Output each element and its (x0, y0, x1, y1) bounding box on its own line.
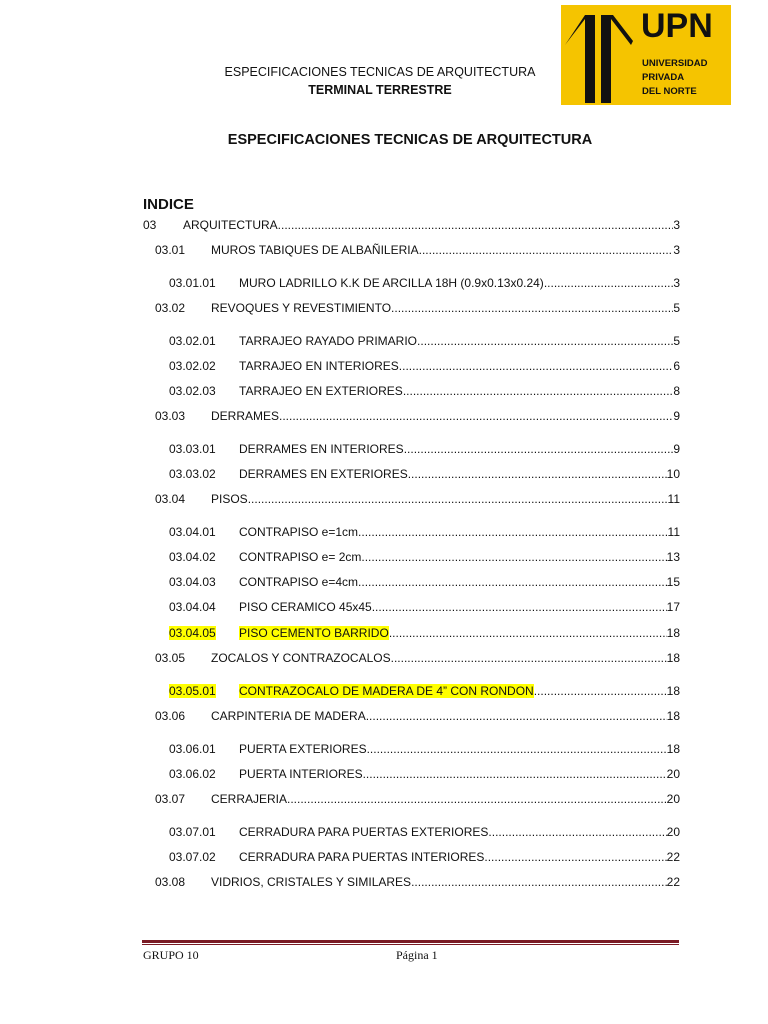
toc-entry-leader (363, 767, 667, 781)
toc-entry-title: PISOS (211, 492, 248, 506)
toc-entry-leader (417, 334, 673, 348)
toc-entry-title: REVOQUES Y REVESTIMIENTO (211, 301, 392, 315)
toc-entry-title: CERRADURA PARA PUERTAS INTERIORES (239, 850, 485, 864)
toc-entry-page: 22 (666, 850, 680, 864)
toc-entry[interactable] (169, 825, 680, 841)
toc-entry-number: 03.02 (155, 301, 186, 315)
toc-entry-title: CERRADURA PARA PUERTAS EXTERIORES (239, 825, 489, 839)
toc-entry-page: 11 (667, 525, 680, 539)
toc-entry-leader (278, 218, 674, 232)
toc-entry[interactable] (155, 409, 680, 425)
toc-entry[interactable] (169, 276, 680, 292)
toc-entry-number-cell (169, 626, 239, 640)
toc-entry[interactable] (169, 600, 680, 616)
toc-entry[interactable] (169, 525, 680, 541)
toc-entry-number: 03.06.02 (169, 767, 216, 781)
toc-entry-number: 03 (143, 218, 157, 232)
toc-entry-page: 18 (666, 709, 680, 723)
footer-rule (142, 940, 679, 943)
document-title: ESPECIFICACIONES TECNICAS DE ARQUITECTURA (227, 132, 593, 148)
toc-entry[interactable] (169, 626, 680, 642)
toc-entry-page: 20 (666, 825, 680, 839)
toc-entry-title: CONTRAZOCALO DE MADERA DE 4” CON RONDON (239, 684, 534, 698)
toc-entry-page: 3 (673, 243, 680, 257)
toc-entry-leader (534, 684, 667, 698)
toc-entry-page: 15 (666, 575, 680, 589)
toc-entry-number: 03.04.01 (169, 525, 216, 539)
logo-line-3: DEL NORTE (642, 86, 697, 97)
toc-entry[interactable] (169, 334, 680, 350)
toc-entry-number: 03.07.01 (169, 825, 216, 839)
toc-entry-leader (391, 651, 667, 665)
toc-entry-title: CERRAJERIA (211, 792, 288, 806)
toc-entry-leader (389, 626, 667, 640)
toc-entry-leader (361, 550, 666, 564)
toc-entry-leader (279, 409, 673, 423)
toc-entry-title: ARQUITECTURA (183, 218, 278, 232)
toc-entry-leader (404, 442, 674, 456)
toc-entry-number: 03.03.01 (169, 442, 216, 456)
toc-entry-number: 03.07.02 (169, 850, 216, 864)
toc-entry-page: 5 (673, 334, 680, 348)
toc-entry-leader (411, 875, 667, 889)
toc-entry-title: MURO LADRILLO K.K DE ARCILLA 18H (0.9x0.13x0.24) (239, 276, 544, 290)
toc-entry[interactable] (169, 467, 680, 483)
toc-entry-title: CONTRAPISO e=1cm (239, 525, 359, 539)
toc-entry-number: 03.05.01 (169, 684, 216, 698)
footer-group: GRUPO 10 (143, 948, 199, 962)
toc-entry[interactable] (143, 218, 680, 234)
toc-entry-title: VIDRIOS, CRISTALES Y SIMILARES (211, 875, 412, 889)
toc-entry-page: 8 (673, 384, 680, 398)
toc-entry-page: 6 (673, 359, 680, 373)
footer-page-number: Página 1 (396, 948, 438, 962)
toc-entry-page: 18 (666, 651, 680, 665)
toc-entry-title: TARRAJEO EN INTERIORES (239, 359, 399, 373)
toc-entry-page: 3 (673, 218, 680, 232)
toc-entry-page: 20 (666, 792, 680, 806)
toc-entry-leader (544, 276, 674, 290)
toc-entry-title: CONTRAPISO e=4cm (239, 575, 359, 589)
toc-entry-number: 03.02.02 (169, 359, 216, 373)
toc-entry-leader (287, 792, 667, 806)
toc-entry-leader (367, 742, 667, 756)
toc-entry-number: 03.02.03 (169, 384, 216, 398)
toc-entry[interactable] (169, 742, 680, 758)
toc-entry-title: DERRAMES EN EXTERIORES (239, 467, 408, 481)
toc-entry-page: 18 (666, 684, 680, 698)
toc-entry-title: CARPINTERIA DE MADERA (211, 709, 366, 723)
toc-entry[interactable] (155, 792, 680, 808)
toc-entry-number: 03.04 (155, 492, 186, 506)
toc-entry-page: 3 (673, 276, 680, 290)
toc-entry-leader (372, 600, 667, 614)
toc-entry-title: TARRAJEO EN EXTERIORES (239, 384, 403, 398)
toc-entry-title: PUERTA INTERIORES (239, 767, 363, 781)
toc-entry[interactable] (169, 767, 680, 783)
toc-entry-number: 03.07 (155, 792, 186, 806)
toc-entry-title: CONTRAPISO e= 2cm (239, 550, 362, 564)
upn-arrow-icon (561, 5, 641, 105)
toc-entry-leader (488, 825, 666, 839)
toc-entry-title: DERRAMES EN INTERIORES (239, 442, 404, 456)
toc-entry-page: 20 (666, 767, 680, 781)
toc-entry-page: 13 (666, 550, 680, 564)
toc-entry-leader (403, 384, 674, 398)
toc-entry-number: 03.03 (155, 409, 186, 423)
toc-entry-leader (391, 301, 673, 315)
toc-entry-page: 17 (666, 600, 680, 614)
toc-entry[interactable] (155, 709, 680, 725)
logo-line-1: UNIVERSIDAD (642, 58, 708, 69)
upn-logo (561, 5, 731, 105)
toc-entry[interactable] (169, 384, 680, 400)
toc-entry[interactable] (155, 651, 680, 667)
toc-entry[interactable] (169, 442, 680, 458)
toc-entry-number: 03.01 (155, 243, 186, 257)
logo-wordmark: UPN (641, 7, 713, 45)
toc-entry-number: 03.01.01 (169, 276, 216, 290)
toc-entry-title: DERRAMES (211, 409, 280, 423)
toc-entry-title: TARRAJEO RAYADO PRIMARIO (239, 334, 418, 348)
toc-entry-leader (358, 575, 667, 589)
toc-entry-page: 5 (673, 301, 680, 315)
toc-entry-title: ZOCALOS Y CONTRAZOCALOS (211, 651, 391, 665)
toc-entry-number: 03.02.01 (169, 334, 216, 348)
toc-entry-number: 03.06.01 (169, 742, 216, 756)
toc-entry[interactable] (169, 575, 680, 591)
toc-entry-number: 03.03.02 (169, 467, 216, 481)
toc-entry-number: 03.05 (155, 651, 186, 665)
toc-entry-leader (399, 359, 674, 373)
toc-entry[interactable] (155, 492, 680, 508)
toc-entry-number: 03.06 (155, 709, 186, 723)
page-header-line2: TERMINAL TERRESTRE (308, 83, 452, 97)
toc-entry[interactable] (169, 850, 680, 866)
toc-entry-page: 22 (666, 875, 680, 889)
toc-entry-number: 03.04.02 (169, 550, 216, 564)
toc-entry[interactable] (169, 359, 680, 375)
toc-entry-number: 03.04.03 (169, 575, 216, 589)
toc-entry-leader (484, 850, 666, 864)
toc-entry[interactable] (155, 243, 680, 259)
toc-entry-page: 9 (673, 409, 680, 423)
logo-line-2: PRIVADA (642, 72, 685, 83)
toc-entry-leader (408, 467, 667, 481)
toc-entry-number: 03.04.04 (169, 600, 216, 614)
toc-entry-title: MUROS TABIQUES DE ALBAÑILERIA (211, 243, 419, 257)
toc-entry-leader (419, 243, 674, 257)
footer-rule-thin (142, 944, 679, 945)
toc-entry-leader (358, 525, 668, 539)
page-header-line1: ESPECIFICACIONES TECNICAS DE ARQUITECTURA (224, 65, 536, 79)
toc-entry-page: 10 (666, 467, 680, 481)
toc-entry-leader (248, 492, 668, 506)
toc-entry-page: 11 (667, 492, 680, 506)
toc-entry[interactable] (169, 550, 680, 566)
index-heading: INDICE (143, 196, 194, 213)
toc-entry[interactable] (169, 684, 680, 700)
toc-entry[interactable] (155, 875, 680, 891)
toc-entry-page: 9 (673, 442, 680, 456)
toc-entry-number: 03.08 (155, 875, 186, 889)
toc-entry-leader (366, 709, 667, 723)
toc-entry-title: PISO CERAMICO 45x45 (239, 600, 372, 614)
toc-entry-number: 03.04.05 (169, 626, 216, 640)
toc-entry-title: PUERTA EXTERIORES (239, 742, 367, 756)
toc-entry-number-cell (169, 684, 239, 698)
toc-entry-page: 18 (666, 742, 680, 756)
toc-entry-page: 18 (666, 626, 680, 640)
toc-entry-title: PISO CEMENTO BARRIDO (239, 626, 389, 640)
toc-entry[interactable] (155, 301, 680, 317)
